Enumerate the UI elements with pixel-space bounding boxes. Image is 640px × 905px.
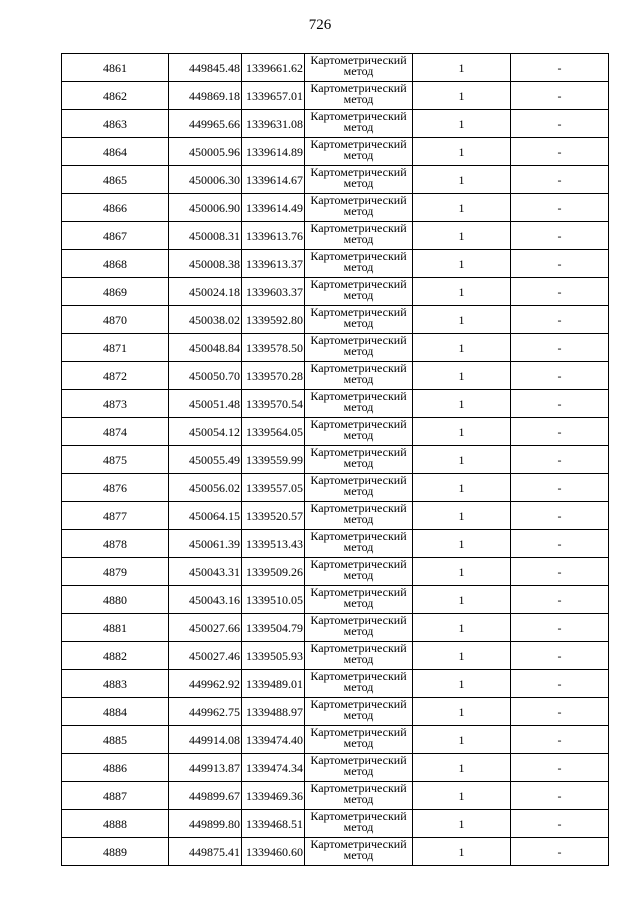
table-row (62, 810, 609, 838)
y-coordinate-cell: 1339474.34 (242, 754, 305, 782)
method-line-2: метод (343, 92, 374, 106)
method-line-2: метод (343, 148, 374, 162)
x-coordinate-cell: 450038.02 (169, 306, 242, 334)
method-cell (305, 278, 413, 306)
method-line-2: метод (343, 288, 374, 302)
x-coordinate-cell: 449899.80 (169, 810, 242, 838)
point-number-cell: 4888 (62, 810, 169, 838)
y-coordinate-cell: 1339657.01 (242, 82, 305, 110)
point-number-cell: 4878 (62, 530, 169, 558)
table-row (62, 222, 609, 250)
accuracy-cell: 1 (413, 166, 511, 194)
x-coordinate-cell: 450054.12 (169, 418, 242, 446)
method-line-1: Картометрический (310, 249, 407, 263)
table-row (62, 278, 609, 306)
x-coordinate-cell: 450005.96 (169, 138, 242, 166)
y-coordinate-cell: 1339570.28 (242, 362, 305, 390)
accuracy-cell: 1 (413, 110, 511, 138)
accuracy-cell: 1 (413, 810, 511, 838)
y-coordinate-cell: 1339504.79 (242, 614, 305, 642)
accuracy-cell: 1 (413, 670, 511, 698)
point-number-cell: 4887 (62, 782, 169, 810)
point-number-cell: 4889 (62, 838, 169, 866)
method-cell (305, 250, 413, 278)
point-number-cell: 4881 (62, 614, 169, 642)
y-coordinate-cell: 1339510.05 (242, 586, 305, 614)
method-line-1: Картометрический (310, 333, 407, 347)
y-coordinate-cell: 1339564.05 (242, 418, 305, 446)
table-row (62, 138, 609, 166)
y-coordinate-cell: 1339469.36 (242, 782, 305, 810)
point-number-cell: 4861 (62, 54, 169, 82)
method-cell (305, 306, 413, 334)
x-coordinate-cell: 450043.31 (169, 558, 242, 586)
method-line-1: Картометрический (310, 809, 407, 823)
table-row (62, 474, 609, 502)
point-number-cell: 4876 (62, 474, 169, 502)
method-cell (305, 166, 413, 194)
method-line-2: метод (343, 372, 374, 386)
y-coordinate-cell: 1339613.76 (242, 222, 305, 250)
table-row (62, 390, 609, 418)
method-line-1: Картометрический (310, 221, 407, 235)
method-cell (305, 334, 413, 362)
method-cell (305, 54, 413, 82)
note-cell: - (511, 446, 609, 474)
method-line-2: метод (343, 680, 374, 694)
y-coordinate-cell: 1339603.37 (242, 278, 305, 306)
method-line-1: Картометрический (310, 445, 407, 459)
y-coordinate-cell: 1339468.51 (242, 810, 305, 838)
method-line-2: метод (343, 848, 374, 862)
method-line-2: метод (343, 596, 374, 610)
method-line-2: метод (343, 568, 374, 582)
method-cell (305, 614, 413, 642)
y-coordinate-cell: 1339614.49 (242, 194, 305, 222)
note-cell: - (511, 82, 609, 110)
method-line-1: Картометрический (310, 697, 407, 711)
method-line-1: Картометрический (310, 193, 407, 207)
accuracy-cell: 1 (413, 726, 511, 754)
method-cell (305, 194, 413, 222)
accuracy-cell: 1 (413, 194, 511, 222)
method-line-1: Картометрический (310, 837, 407, 851)
y-coordinate-cell: 1339488.97 (242, 698, 305, 726)
point-number-cell: 4873 (62, 390, 169, 418)
table-row (62, 194, 609, 222)
method-line-2: метод (343, 64, 374, 78)
x-coordinate-cell: 449962.92 (169, 670, 242, 698)
table-row (62, 614, 609, 642)
y-coordinate-cell: 1339513.43 (242, 530, 305, 558)
method-line-1: Картометрический (310, 529, 407, 543)
point-number-cell: 4862 (62, 82, 169, 110)
table-row (62, 642, 609, 670)
point-number-cell: 4868 (62, 250, 169, 278)
note-cell: - (511, 698, 609, 726)
table-row (62, 530, 609, 558)
y-coordinate-cell: 1339474.40 (242, 726, 305, 754)
method-line-1: Картометрический (310, 417, 407, 431)
x-coordinate-cell: 449845.48 (169, 54, 242, 82)
method-cell (305, 362, 413, 390)
table-row (62, 334, 609, 362)
method-cell (305, 642, 413, 670)
accuracy-cell: 1 (413, 782, 511, 810)
method-line-1: Картометрический (310, 781, 407, 795)
accuracy-cell: 1 (413, 362, 511, 390)
accuracy-cell: 1 (413, 278, 511, 306)
accuracy-cell: 1 (413, 222, 511, 250)
method-line-1: Картометрический (310, 137, 407, 151)
accuracy-cell: 1 (413, 306, 511, 334)
method-cell (305, 754, 413, 782)
note-cell: - (511, 810, 609, 838)
note-cell: - (511, 138, 609, 166)
method-line-2: метод (343, 344, 374, 358)
method-cell (305, 782, 413, 810)
point-number-cell: 4870 (62, 306, 169, 334)
point-number-cell: 4863 (62, 110, 169, 138)
method-cell (305, 502, 413, 530)
point-number-cell: 4886 (62, 754, 169, 782)
point-number-cell: 4877 (62, 502, 169, 530)
x-coordinate-cell: 450043.16 (169, 586, 242, 614)
accuracy-cell: 1 (413, 334, 511, 362)
table-row (62, 502, 609, 530)
point-number-cell: 4879 (62, 558, 169, 586)
point-number-cell: 4882 (62, 642, 169, 670)
method-cell (305, 138, 413, 166)
table-row (62, 418, 609, 446)
accuracy-cell: 1 (413, 418, 511, 446)
x-coordinate-cell: 450008.31 (169, 222, 242, 250)
method-line-1: Картометрический (310, 557, 407, 571)
y-coordinate-cell: 1339520.57 (242, 502, 305, 530)
method-line-1: Картометрический (310, 669, 407, 683)
x-coordinate-cell: 450048.84 (169, 334, 242, 362)
coordinates-table (61, 53, 609, 866)
method-cell (305, 110, 413, 138)
x-coordinate-cell: 449914.08 (169, 726, 242, 754)
method-line-2: метод (343, 400, 374, 414)
table-row (62, 754, 609, 782)
method-cell (305, 82, 413, 110)
x-coordinate-cell: 449899.67 (169, 782, 242, 810)
y-coordinate-cell: 1339614.89 (242, 138, 305, 166)
point-number-cell: 4865 (62, 166, 169, 194)
method-line-1: Картометрический (310, 501, 407, 515)
y-coordinate-cell: 1339460.60 (242, 838, 305, 866)
method-line-1: Картометрический (310, 109, 407, 123)
point-number-cell: 4885 (62, 726, 169, 754)
accuracy-cell: 1 (413, 446, 511, 474)
method-line-2: метод (343, 204, 374, 218)
method-cell (305, 838, 413, 866)
method-line-1: Картометрический (310, 81, 407, 95)
method-line-1: Картометрический (310, 361, 407, 375)
note-cell: - (511, 306, 609, 334)
table-row (62, 54, 609, 82)
page-number: 726 (308, 17, 332, 33)
method-line-1: Картометрический (310, 389, 407, 403)
point-number-cell: 4864 (62, 138, 169, 166)
x-coordinate-cell: 449962.75 (169, 698, 242, 726)
point-number-cell: 4875 (62, 446, 169, 474)
point-number-cell: 4867 (62, 222, 169, 250)
x-coordinate-cell: 449869.18 (169, 82, 242, 110)
note-cell: - (511, 670, 609, 698)
accuracy-cell: 1 (413, 474, 511, 502)
accuracy-cell: 1 (413, 250, 511, 278)
table-row (62, 782, 609, 810)
method-line-2: метод (343, 652, 374, 666)
table-row (62, 698, 609, 726)
note-cell: - (511, 278, 609, 306)
table-row (62, 250, 609, 278)
note-cell: - (511, 838, 609, 866)
method-line-2: метод (343, 764, 374, 778)
note-cell: - (511, 194, 609, 222)
note-cell: - (511, 166, 609, 194)
x-coordinate-cell: 450061.39 (169, 530, 242, 558)
point-number-cell: 4866 (62, 194, 169, 222)
note-cell: - (511, 474, 609, 502)
table-row (62, 670, 609, 698)
y-coordinate-cell: 1339570.54 (242, 390, 305, 418)
method-line-1: Картометрический (310, 277, 407, 291)
method-line-2: метод (343, 512, 374, 526)
method-line-2: метод (343, 260, 374, 274)
method-line-2: метод (343, 624, 374, 638)
accuracy-cell: 1 (413, 586, 511, 614)
note-cell: - (511, 586, 609, 614)
x-coordinate-cell: 450050.70 (169, 362, 242, 390)
accuracy-cell: 1 (413, 390, 511, 418)
x-coordinate-cell: 450051.48 (169, 390, 242, 418)
method-line-2: метод (343, 540, 374, 554)
y-coordinate-cell: 1339559.99 (242, 446, 305, 474)
accuracy-cell: 1 (413, 698, 511, 726)
method-cell (305, 418, 413, 446)
y-coordinate-cell: 1339614.67 (242, 166, 305, 194)
x-coordinate-cell: 449913.87 (169, 754, 242, 782)
method-line-2: метод (343, 176, 374, 190)
x-coordinate-cell: 449875.41 (169, 838, 242, 866)
x-coordinate-cell: 450024.18 (169, 278, 242, 306)
table-row (62, 82, 609, 110)
coordinates-table-body (62, 54, 609, 866)
method-line-1: Картометрический (310, 753, 407, 767)
method-cell (305, 530, 413, 558)
note-cell: - (511, 110, 609, 138)
method-cell (305, 222, 413, 250)
accuracy-cell: 1 (413, 502, 511, 530)
x-coordinate-cell: 450027.66 (169, 614, 242, 642)
note-cell: - (511, 726, 609, 754)
table-row (62, 446, 609, 474)
table-row (62, 362, 609, 390)
note-cell: - (511, 390, 609, 418)
point-number-cell: 4883 (62, 670, 169, 698)
method-cell (305, 474, 413, 502)
table-row (62, 838, 609, 866)
accuracy-cell: 1 (413, 138, 511, 166)
method-line-2: метод (343, 316, 374, 330)
method-line-2: метод (343, 484, 374, 498)
method-line-2: метод (343, 820, 374, 834)
note-cell: - (511, 334, 609, 362)
x-coordinate-cell: 450055.49 (169, 446, 242, 474)
note-cell: - (511, 250, 609, 278)
method-line-2: метод (343, 792, 374, 806)
x-coordinate-cell: 450006.90 (169, 194, 242, 222)
y-coordinate-cell: 1339509.26 (242, 558, 305, 586)
table-row (62, 726, 609, 754)
table-row (62, 586, 609, 614)
method-line-2: метод (343, 708, 374, 722)
point-number-cell: 4884 (62, 698, 169, 726)
table-row (62, 558, 609, 586)
table-row (62, 306, 609, 334)
method-line-1: Картометрический (310, 641, 407, 655)
y-coordinate-cell: 1339489.01 (242, 670, 305, 698)
method-line-2: метод (343, 120, 374, 134)
y-coordinate-cell: 1339661.62 (242, 54, 305, 82)
method-cell (305, 390, 413, 418)
x-coordinate-cell: 450006.30 (169, 166, 242, 194)
note-cell: - (511, 782, 609, 810)
x-coordinate-cell: 450027.46 (169, 642, 242, 670)
y-coordinate-cell: 1339557.05 (242, 474, 305, 502)
method-line-2: метод (343, 456, 374, 470)
accuracy-cell: 1 (413, 838, 511, 866)
note-cell: - (511, 222, 609, 250)
method-cell (305, 698, 413, 726)
method-cell (305, 670, 413, 698)
x-coordinate-cell: 450056.02 (169, 474, 242, 502)
method-cell (305, 586, 413, 614)
note-cell: - (511, 362, 609, 390)
accuracy-cell: 1 (413, 558, 511, 586)
point-number-cell: 4880 (62, 586, 169, 614)
accuracy-cell: 1 (413, 54, 511, 82)
point-number-cell: 4874 (62, 418, 169, 446)
method-line-1: Картометрический (310, 725, 407, 739)
y-coordinate-cell: 1339631.08 (242, 110, 305, 138)
point-number-cell: 4869 (62, 278, 169, 306)
method-line-1: Картометрический (310, 53, 407, 67)
x-coordinate-cell: 450008.38 (169, 250, 242, 278)
method-line-1: Картометрический (310, 473, 407, 487)
note-cell: - (511, 642, 609, 670)
note-cell: - (511, 558, 609, 586)
note-cell: - (511, 614, 609, 642)
method-cell (305, 726, 413, 754)
note-cell: - (511, 754, 609, 782)
y-coordinate-cell: 1339505.93 (242, 642, 305, 670)
method-line-2: метод (343, 428, 374, 442)
method-line-1: Картометрический (310, 305, 407, 319)
accuracy-cell: 1 (413, 642, 511, 670)
note-cell: - (511, 418, 609, 446)
method-cell (305, 446, 413, 474)
accuracy-cell: 1 (413, 614, 511, 642)
note-cell: - (511, 54, 609, 82)
y-coordinate-cell: 1339613.37 (242, 250, 305, 278)
method-line-1: Картометрический (310, 585, 407, 599)
accuracy-cell: 1 (413, 82, 511, 110)
table-row (62, 110, 609, 138)
method-cell (305, 810, 413, 838)
point-number-cell: 4871 (62, 334, 169, 362)
y-coordinate-cell: 1339592.80 (242, 306, 305, 334)
point-number-cell: 4872 (62, 362, 169, 390)
x-coordinate-cell: 449965.66 (169, 110, 242, 138)
note-cell: - (511, 530, 609, 558)
method-cell (305, 558, 413, 586)
x-coordinate-cell: 450064.15 (169, 502, 242, 530)
accuracy-cell: 1 (413, 754, 511, 782)
y-coordinate-cell: 1339578.50 (242, 334, 305, 362)
method-line-1: Картометрический (310, 613, 407, 627)
accuracy-cell: 1 (413, 530, 511, 558)
method-line-2: метод (343, 232, 374, 246)
method-line-2: метод (343, 736, 374, 750)
note-cell: - (511, 502, 609, 530)
method-line-1: Картометрический (310, 165, 407, 179)
table-row (62, 166, 609, 194)
